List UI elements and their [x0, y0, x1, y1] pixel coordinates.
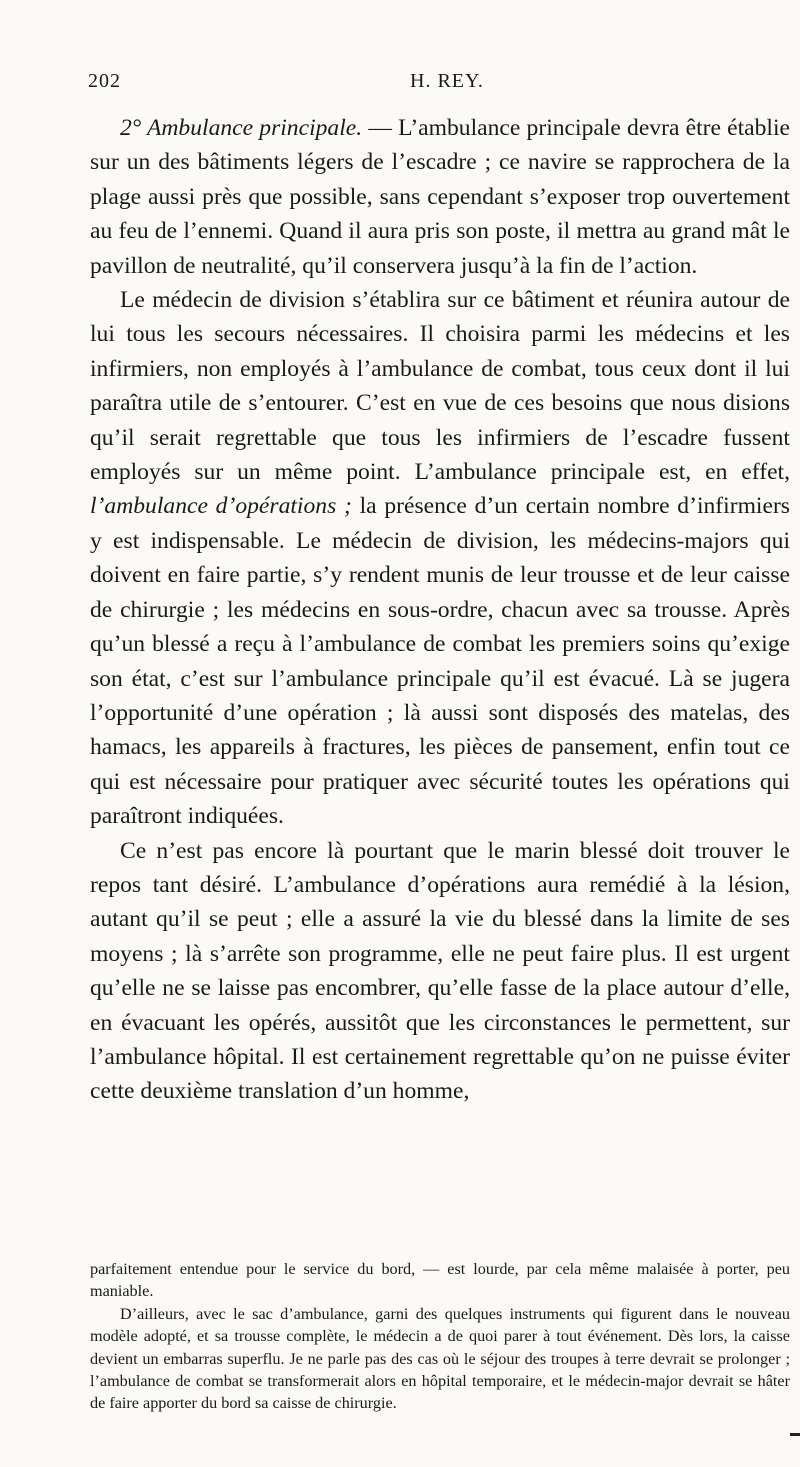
main-text	[90, 111, 790, 1109]
paragraph-text: la présence d’un certain nombre d’infirmiers y est indispensable. Le médecin de division, les médecins-majors qui doivent en faire partie, s’y rendent munis de leur trousse et de leur caisse de chirurgie ; les médecins en sous-ordre, chacun avec sa trousse. Après qu’un blessé a reçu à l’ambulance de combat les premiers soins qu’exige son état, c’est sur l’ambulance principale qu’il est évacué. Là se jugera l’opportunité d’une opération ; là aussi sont disposés des matelas, des hamacs, les appareils à fractures, les pièces de pansement, enfin tout ce qui est nécessaire pour pratiquer avec sécurité toutes les opérations qui paraîtront indiquées.	[90, 493, 790, 830]
paragraph-text: Le médecin de division s’établira sur ce bâtiment et réunira autour de lui tous les secours nécessaires. Il choisira parmi les médecins et les infirmiers, non employés à l’ambulance de combat, tous ceux dont il lui paraîtra utile de s’entourer. C’est en vue de ces besoins que nous disions qu’il serait regrettable que tous les infirmiers de l’escadre fussent employés sur un même point. L’ambulance principale est, en effet,	[90, 287, 790, 486]
page-number: 202	[88, 70, 121, 92]
footnote-paragraph: D’ailleurs, avec le sac d’ambulance, garni des quelques instruments qui figurent dans le nouveau modèle adopté, et sa trousse complète, le médecin a de quoi parer à tout événement. Dès lors, la caisse devient un embarras superflu. Je ne parle pas des cas où le séjour des troupes à terre devrait se prolonger ; l’ambulance de combat se transformerait alors en hôpital temporaire, et le médecin-major devrait se hâter de faire apporter du bord sa caisse de chirurgie.	[90, 1304, 790, 1413]
page-header	[88, 70, 788, 100]
paragraph-repos	[90, 834, 790, 1109]
page-edge-mark	[790, 1433, 800, 1436]
paragraph-text: Ce n’est pas encore là pourtant que le marin blessé doit trouver le repos tant désiré. L’ambulance d’opérations aura remédié à la lésion, autant qu’il se peut ; elle a assuré la vie du blessé dans la limite de ses moyens ; là s’arrête son programme, elle ne peut faire plus. Il est urgent qu’elle ne se laisse pas encombrer, qu’elle fasse de la place autour d’elle, en évacuant les opérés, aussitôt que les circonstances le permettent, sur l’ambulance hôpital. Il est certainement regrettable qu’on ne puisse éviter cette deuxième translation d’un homme,	[90, 837, 790, 1105]
paragraph-ambulance-principale	[90, 111, 790, 283]
footnote	[90, 1258, 790, 1415]
footnote-continuation: parfaitement entendue pour le service du bord, — est lourde, par cela même malaisée à porter, peu maniable.	[90, 1260, 790, 1301]
section-heading: 2° Ambulance principale.	[120, 115, 363, 141]
running-title: H. REY.	[410, 70, 484, 92]
paragraph-text: — L’ambulance principale devra être établie sur un des bâtiments légers de l’escadre ; ce navire se rapprochera de la plage aussi près que possible, sans cependant s’exposer trop ouvertement au feu de l’ennemi. Quand il aura pris son poste, il mettra au grand mât le pavillon de neutralité, qu’il conservera jusqu’à la fin de l’action.	[90, 115, 790, 279]
italic-phrase: l’ambulance d’opérations ;	[90, 493, 352, 520]
paragraph-medecin-de-division	[90, 283, 790, 834]
